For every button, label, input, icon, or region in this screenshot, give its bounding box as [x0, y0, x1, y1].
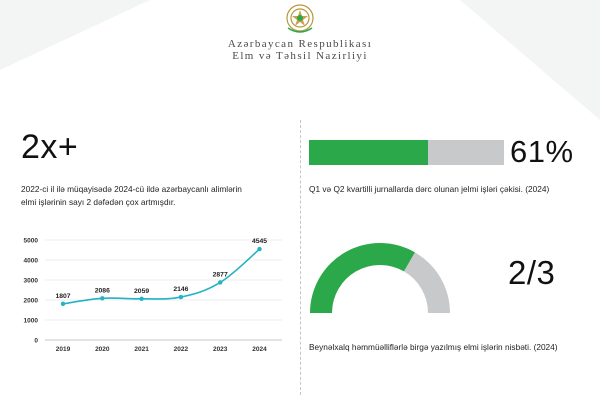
data-point	[257, 247, 261, 251]
y-tick-label: 0	[34, 337, 38, 345]
y-tick-label: 5000	[23, 237, 38, 245]
coauthorship-ratio-description: Beynəlxalq həmmüəlliflərlə birgə yazılmış elmi işlərin nisbəti. (2024)	[309, 342, 558, 352]
data-label: 2146	[173, 286, 189, 294]
gauge-filled-arc	[310, 243, 415, 313]
data-label: 2059	[134, 287, 150, 295]
data-point	[179, 295, 183, 299]
y-tick-label: 4000	[23, 257, 38, 265]
growth-stat-description-line2: elmi işlərinin sayı 2 dəfədən çox artmışdır.	[21, 197, 176, 207]
x-tick-label: 2021	[134, 346, 149, 353]
ministry-name-line1: Azərbaycan Respublikası	[227, 38, 373, 50]
q1-q2-share-description: Q1 və Q2 kvartilli jurnallarda dərc olunan jelmi işləri çəkisi. (2024)	[309, 184, 550, 194]
data-label: 1807	[55, 292, 71, 300]
coauthorship-gauge	[300, 235, 460, 315]
x-tick-label: 2022	[173, 346, 189, 353]
ministry-name-line2: Elm və Təhsil Nazirliyi	[232, 50, 368, 62]
q1-q2-share-value: 61%	[510, 134, 574, 169]
y-tick-label: 3000	[23, 277, 38, 285]
x-tick-label: 2024	[252, 346, 267, 353]
growth-stat-description-line1: 2022-ci il ilə müqayisədə 2024-cü ildə azərbaycanlı alimlərin	[21, 184, 242, 194]
coauthorship-ratio-value: 2/3	[508, 254, 556, 291]
gauge-remaining-arc	[404, 252, 450, 313]
y-tick-label: 1000	[23, 317, 38, 325]
y-tick-label: 2000	[23, 297, 38, 305]
data-point	[61, 302, 65, 306]
series-line	[63, 249, 260, 304]
percentage-bar-remaining	[428, 140, 504, 165]
data-label: 2877	[212, 271, 228, 279]
x-tick-label: 2019	[55, 346, 71, 353]
publications-line-chart	[0, 230, 290, 355]
growth-stat-value: 2x+	[21, 128, 79, 166]
growth-stat-description	[21, 183, 286, 209]
data-point	[139, 297, 143, 301]
x-tick-label: 2023	[212, 346, 228, 353]
data-point	[218, 280, 222, 284]
data-label: 2086	[94, 287, 110, 295]
data-point	[100, 296, 104, 300]
percentage-bar-filled	[309, 140, 428, 165]
data-label: 4545	[251, 238, 268, 246]
page-header	[0, 0, 600, 70]
state-emblem-icon	[283, 2, 317, 34]
x-tick-label: 2020	[95, 346, 110, 353]
